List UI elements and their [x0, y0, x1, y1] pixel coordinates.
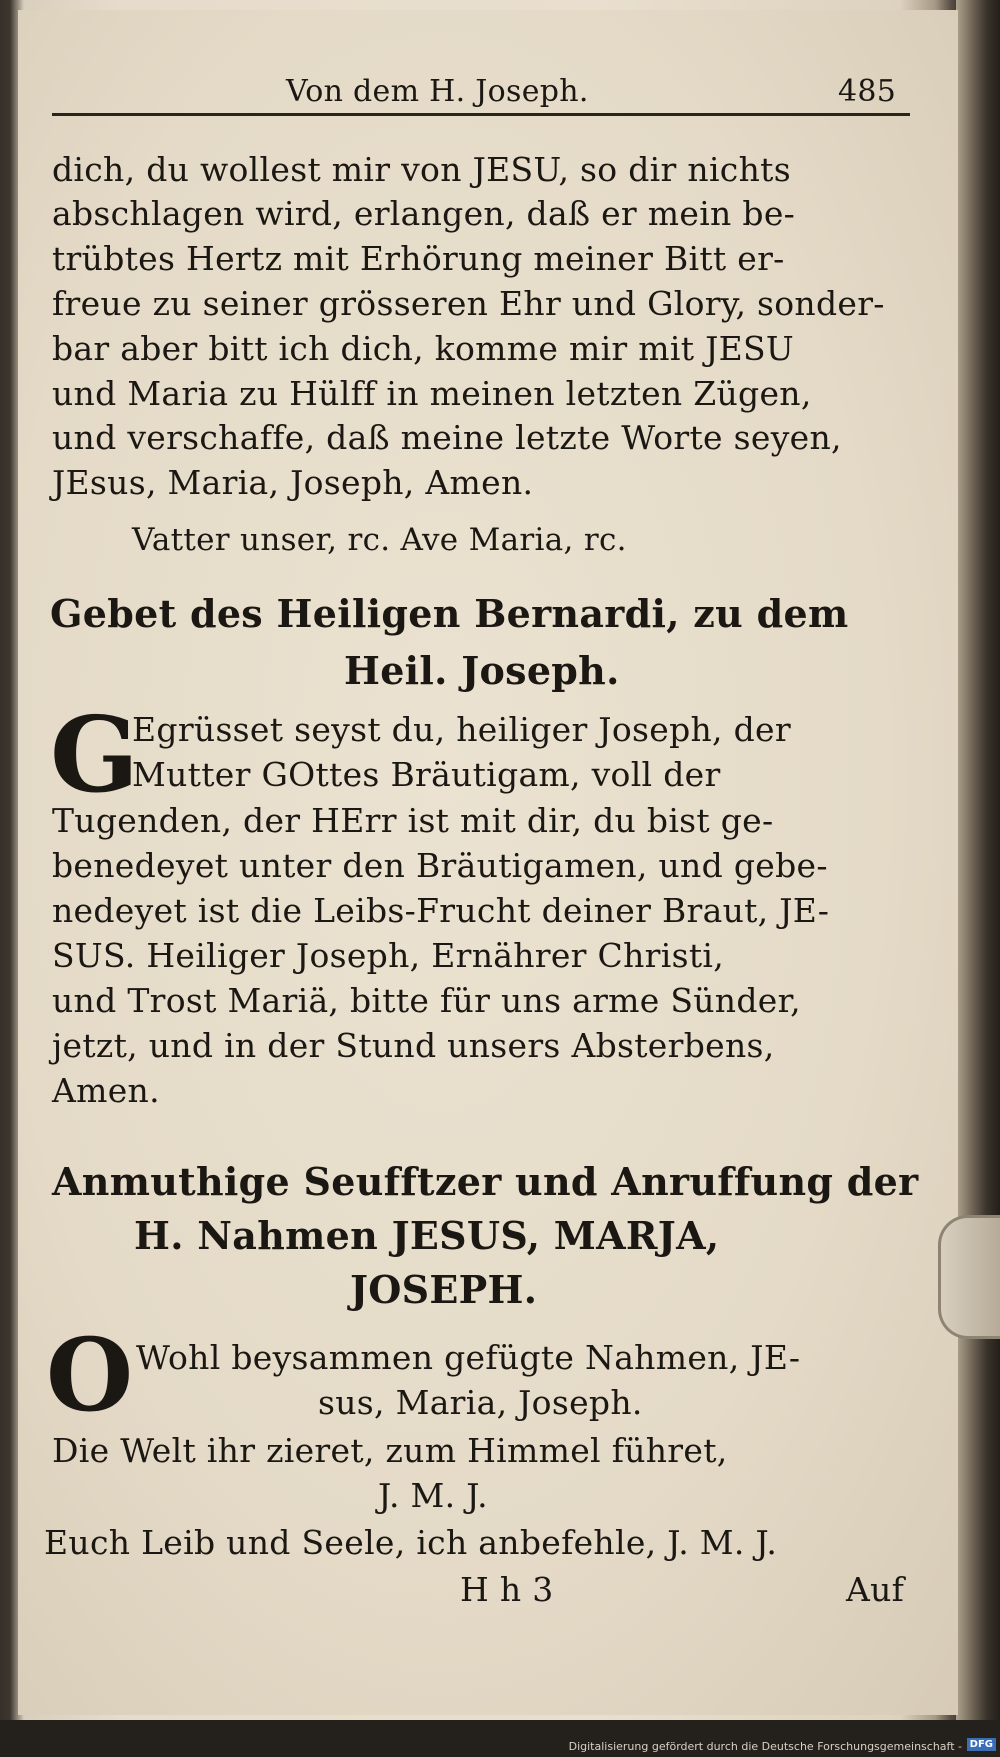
text-line: bar aber bitt ich dich, komme mir mit JESU — [52, 329, 795, 368]
text-line: SUS. Heiliger Joseph, Ernährer Christi, — [52, 936, 725, 975]
text-line: Amen. — [52, 1071, 160, 1110]
section-heading: Gebet des Heiligen Bernardi, zu dem — [50, 591, 849, 636]
signature-mark: H h 3 — [460, 1570, 554, 1609]
text-line: Mutter GOttes Bräutigam, voll der — [132, 755, 721, 794]
dfg-logo: DFG — [967, 1738, 996, 1751]
verse-line: Wohl beysammen gefügte Nahmen, JE- — [136, 1338, 801, 1377]
section-heading-line2: Heil. Joseph. — [344, 648, 620, 693]
running-head: Von dem H. Joseph. — [286, 74, 589, 109]
text-line: Egrüsset seyst du, heiliger Joseph, der — [132, 710, 791, 749]
verse-line: sus, Maria, Joseph. — [318, 1383, 643, 1422]
text-line: JEsus, Maria, Joseph, Amen. — [52, 463, 534, 502]
section-heading-line2: H. Nahmen JESUS, MARJA, — [134, 1213, 720, 1258]
credit-text: Digitalisierung gefördert durch die Deutsche Forschungsgemeinschaft - — [568, 1740, 962, 1753]
text-line: dich, du wollest mir von JESU, so dir nichts — [52, 150, 791, 189]
text-line: trübtes Hertz mit Erhörung meiner Bitt er- — [52, 239, 785, 278]
text-line: und verschaffe, daß meine letzte Worte seyen, — [52, 418, 842, 457]
text-line: und Trost Mariä, bitte für uns arme Sünder, — [52, 981, 801, 1020]
verse-line: J. M. J. — [378, 1476, 488, 1515]
text-line: abschlagen wird, erlangen, daß er mein be- — [52, 194, 796, 233]
text-line: freue zu seiner grösseren Ehr und Glory, sonder- — [52, 284, 885, 323]
verse-line: Die Welt ihr zieret, zum Himmel führet, — [52, 1431, 728, 1470]
section-heading: Anmuthige Seufftzer und Anruffung der — [52, 1159, 919, 1204]
header-rule — [52, 113, 910, 116]
text-line: Tugenden, der HErr ist mit dir, du bist ge- — [52, 801, 774, 840]
catchword: Auf — [846, 1570, 905, 1609]
verse-line: Euch Leib und Seele, ich anbefehle, J. M. J. — [44, 1523, 778, 1562]
drop-initial: G — [50, 693, 139, 816]
text-line: und Maria zu Hülff in meinen letzten Zügen, — [52, 374, 812, 413]
text-line: jetzt, und in der Stund unsers Absterbens, — [52, 1026, 775, 1065]
page-number: 485 — [838, 74, 897, 109]
drop-initial: O — [46, 1316, 134, 1434]
book-edge — [956, 0, 1000, 1720]
text-line: Vatter unser, rc. Ave Maria, rc. — [132, 522, 627, 558]
section-heading-line3: JOSEPH. — [350, 1267, 538, 1312]
text-line: nedeyet ist die Leibs-Frucht deiner Braut, JE- — [52, 891, 830, 930]
text-line: benedeyet unter den Bräutigamen, und gebe- — [52, 846, 828, 885]
book-clasp — [938, 1215, 1000, 1339]
